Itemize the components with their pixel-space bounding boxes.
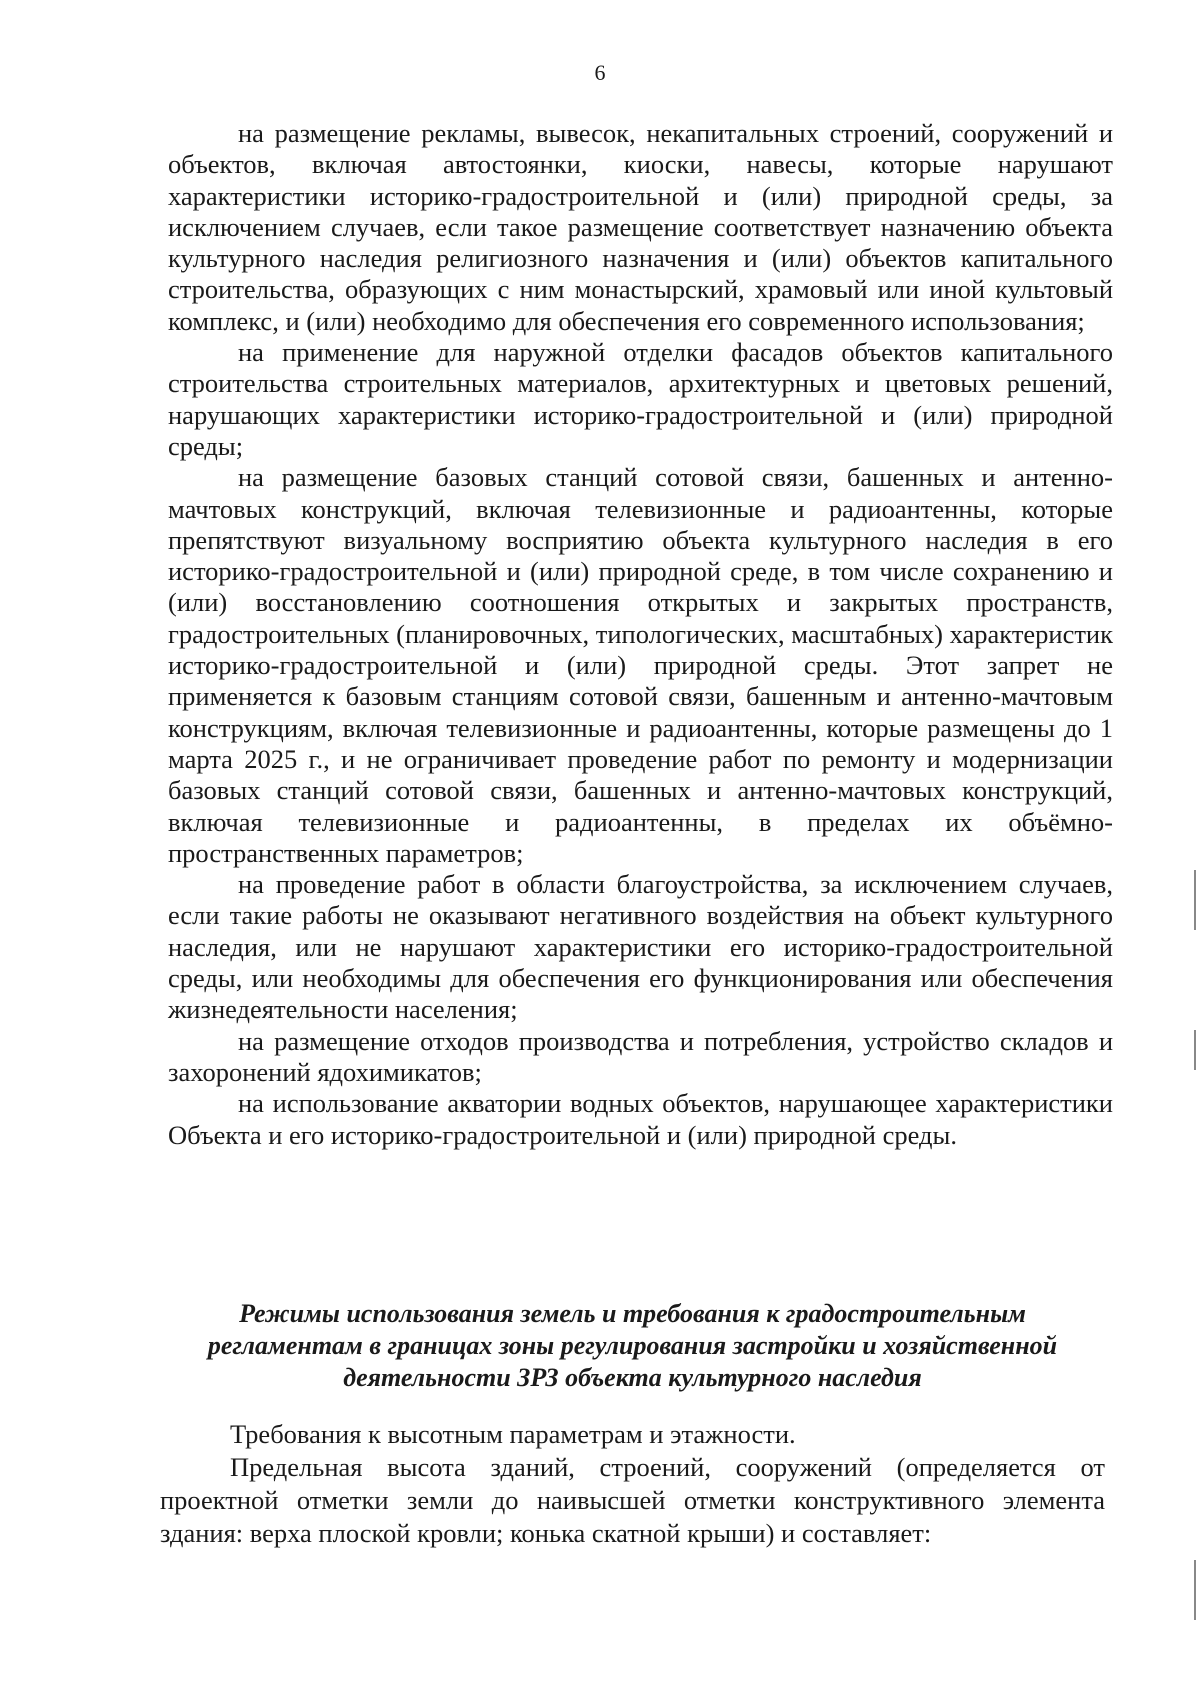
paragraph-waste-disposal: на размещение отходов производства и потребления, устройство складов и захоронений ядохимикатов; xyxy=(168,1025,1113,1087)
scan-edge-mark xyxy=(1194,1030,1196,1070)
paragraph-water-area: на использование акватории водных объектов, нарушающее характеристики Объекта и его историко-градостроительной и (или) природной среды. xyxy=(168,1088,1113,1150)
paragraph-cellular-stations: на размещение базовых станций сотовой связи, башенных и антенно-мачтовых конструкций, включая телевизионные и радиоантенны, которые препятствуют визуальному восприятию объекта культурного наследия в его историко-градостроительной и (или) природной среде, в том числе сохранению и (или) восстановлению соотношения открытых и закрытых пространств, градостроительных (планировочных, типологических, масштабных) характеристик историко-градостроительной и (или) природной среды. Этот запрет не применяется к базовым станциям сотовой связи, башенным и антенно-мачтовым конструкциям, включая телевизионные и радиоантенны, которые размещены до 1 марта 2025 г., и не ограничивает проведение работ по ремонту и модернизации базовых станций сотовой связи, башенных и антенно-мачтовых конструкций, включая телевизионные и радиоантенны, в пределах их объёмно-пространственных параметров; xyxy=(168,462,1113,868)
prohibitions-list xyxy=(168,118,1113,1151)
paragraph-landscaping: на проведение работ в области благоустройства, за исключением случаев, если такие работы не оказывают негативного воздействия на объект культурного наследия, или не нарушают характеристики его историко-градостроительной среды, или необходимы для обеспечения его функционирования или обеспечения жизнедеятельности населения; xyxy=(168,869,1113,1025)
section-heading: Режимы использования земель и требования к градостроительным регламентам в границах зоны регулирования застройки и хозяйственной деятельности ЗРЗ объекта культурного наследия xyxy=(207,1299,1058,1392)
paragraph-advertising: на размещение рекламы, вывесок, некапитальных строений, сооружений и объектов, включая автостоянки, киоски, навесы, которые нарушают характеристики историко-градостроительной и (или) природной среды, за исключением случаев, если такое размещение соответствует назначению объекта культурного наследия религиозного назначения и (или) объектов капитального строительства, образующих с ним монастырский, храмовый или иной культовый комплекс, и (или) необходимо для обеспечения его современного использования; xyxy=(168,118,1113,336)
height-requirements xyxy=(160,1418,1105,1550)
paragraph-height-title: Требования к высотным параметрам и этажности. xyxy=(230,1419,796,1449)
paragraph-facade-finishing: на применение для наружной отделки фасадов объектов капитального строительства строительных материалов, архитектурных и цветовых решений, нарушающих характеристики историко-градостроительной и (или) природной среды; xyxy=(168,337,1113,461)
page-number: 6 xyxy=(594,60,606,85)
scan-edge-mark xyxy=(1194,1560,1196,1620)
paragraph-height-limit: Предельная высота зданий, строений, сооружений (определяется от проектной отметки земли до наивысшей отметки конструктивного элемента здания: верха плоской кровли; конька скатной крыши) и составляет: xyxy=(160,1452,1105,1548)
scan-edge-mark xyxy=(1194,870,1196,930)
